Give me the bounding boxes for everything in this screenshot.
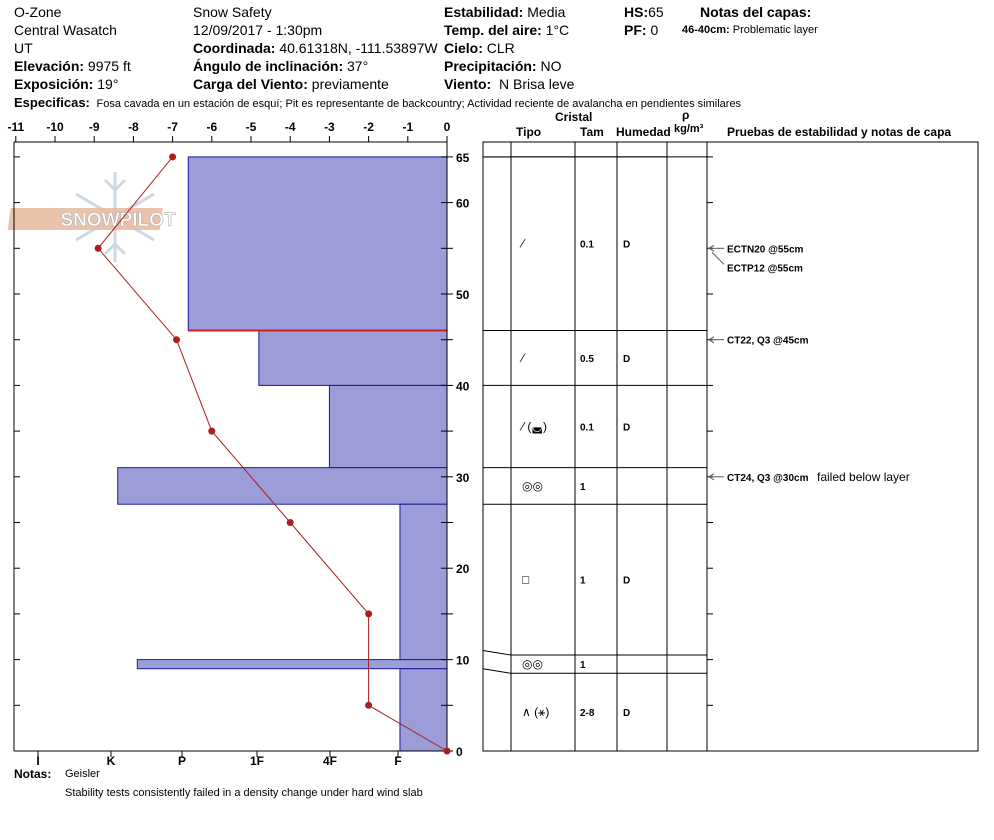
stability: Estabilidad: Media	[444, 4, 566, 20]
hardness-bar	[400, 504, 447, 659]
temperature-point	[365, 610, 372, 617]
height-tick-label: 30	[456, 470, 470, 485]
grain-type-symbol: ⁄ (◛)	[522, 419, 547, 434]
sky: Cielo: CLR	[444, 40, 515, 56]
location-name: O-Zone	[14, 4, 62, 20]
stability-test: ECTP12 @55cm	[727, 263, 803, 275]
hardness-bar	[188, 157, 447, 331]
header-rho: ρ	[682, 108, 690, 122]
header-cristal: Cristal	[555, 110, 593, 124]
temp-tick-label: -6	[206, 120, 218, 134]
grain-type-symbol: □	[522, 572, 530, 587]
temp-tick-label: -7	[167, 120, 178, 134]
temp-tick-label: -9	[88, 120, 100, 134]
height-tick-label: 0	[456, 745, 463, 759]
specifics: Especificas: Fosa cavada en un estación de esquí; Pit es representante de backcountry; Actividad reciente de avalancha en pendientes similares	[14, 95, 742, 110]
grain-type-symbol: ⁄	[522, 350, 525, 365]
temp-tick-label: -3	[324, 120, 335, 134]
temp-tick-label: 0	[443, 120, 451, 134]
temperature-point	[95, 245, 102, 252]
header-tests: Pruebas de estabilidad y notas de capa	[727, 125, 952, 139]
temperature-point	[173, 336, 180, 343]
layer-connector	[483, 650, 511, 655]
temperature-point	[287, 519, 294, 526]
grain-size: 1	[580, 575, 586, 587]
notes-label: Notas:	[14, 767, 52, 781]
hardness-label: P	[177, 754, 187, 768]
hardness-bar	[259, 331, 447, 386]
hardness-label: 4F	[322, 754, 338, 768]
layer-table-frame	[483, 142, 978, 751]
notes-line-2: Stability tests consistently failed in a density change under hard wind slab	[65, 787, 423, 799]
temperature-point	[365, 702, 372, 709]
foot-penetration: PF: 0	[624, 22, 659, 38]
test-pointer	[712, 252, 724, 264]
hardness-label: 1F	[249, 754, 265, 768]
grain-type-symbol: ◎◎	[522, 657, 543, 672]
hardness-bar	[329, 385, 447, 467]
grain-size: 0.1	[580, 239, 594, 251]
grain-type-symbol: ◎◎	[522, 478, 543, 493]
wind: Viento: N Brisa leve	[444, 76, 575, 92]
range-name: Central Wasatch	[14, 22, 117, 38]
grain-size: 2-8	[580, 708, 595, 720]
coordinates: Coordinada: 40.61318N, -111.53897W	[193, 40, 438, 56]
observer: Snow Safety	[193, 4, 272, 20]
slope-angle: Ángulo de inclinación: 37°	[193, 58, 369, 74]
height-tick-label: 50	[456, 288, 470, 302]
temp-tick-label: -5	[245, 120, 257, 134]
temp-tick-label: -10	[46, 120, 64, 134]
temperature-point	[169, 153, 176, 160]
hardness-bar	[118, 468, 447, 505]
layer-note: 46-40cm: Problematic layer	[682, 24, 818, 36]
height-tick-label: 40	[456, 379, 470, 394]
stability-test-note: failed below layer	[817, 469, 910, 484]
hardness-bar	[400, 669, 447, 751]
height-tick-label: 65	[456, 150, 470, 165]
grain-size: 0.1	[580, 422, 594, 434]
layer-connector	[483, 669, 511, 674]
temp-tick-label: -1	[402, 120, 414, 134]
hardness-label: I	[36, 754, 40, 768]
datetime: 12/09/2017 - 1:30pm	[193, 22, 323, 38]
header-rho-unit: kg/m³	[674, 123, 704, 135]
hardness-label: F	[394, 754, 402, 768]
temp-tick-label: -4	[284, 120, 296, 134]
grain-type-symbol: ⁄	[522, 236, 525, 251]
grain-type-symbol: ∧ (⚹)	[522, 705, 550, 720]
hardness-label: K	[106, 754, 116, 768]
aspect: Exposición: 19°	[14, 76, 119, 92]
header-tam: Tam	[580, 125, 604, 139]
temp-tick-label: -2	[363, 120, 374, 134]
height-tick-label: 10	[456, 653, 470, 668]
moisture: D	[623, 422, 631, 434]
temperature-point	[208, 428, 215, 435]
temp-tick-label: -11	[7, 120, 25, 134]
elevation: Elevación: 9975 ft	[14, 58, 131, 74]
header-humedad: Humedad	[616, 125, 671, 139]
state-name: UT	[14, 40, 33, 56]
grain-size: 1	[580, 481, 586, 493]
precipitation: Precipitación: NO	[444, 58, 562, 74]
stability-test: CT22, Q3 @45cm	[727, 335, 809, 347]
header-tipo: Tipo	[516, 125, 542, 139]
snowpilot-logo-text: SNOWPILOT	[60, 210, 176, 231]
moisture: D	[623, 708, 631, 720]
grain-size: 0.5	[580, 353, 594, 365]
stability-test: CT24, Q3 @30cm	[727, 472, 809, 484]
air-temp: Temp. del aire: 1°C	[444, 22, 570, 38]
moisture: D	[623, 575, 631, 587]
snowpilot-logo	[8, 172, 176, 262]
temperature-point	[444, 748, 451, 755]
height-tick-label: 60	[456, 196, 470, 211]
stability-test: ECTN20 @55cm	[727, 244, 804, 256]
hardness-bar	[137, 660, 447, 669]
temp-tick-label: -8	[128, 120, 139, 134]
wind-loading: Carga del Viento: previamente	[193, 76, 389, 92]
notes-line-1: Geisler	[65, 768, 100, 780]
snow-height: HS:65	[624, 4, 664, 20]
height-tick-label: 20	[456, 562, 470, 577]
moisture: D	[623, 239, 631, 251]
grain-size: 1	[580, 660, 586, 672]
layer-notes-title: Notas del capas:	[700, 4, 812, 20]
moisture: D	[623, 353, 631, 365]
